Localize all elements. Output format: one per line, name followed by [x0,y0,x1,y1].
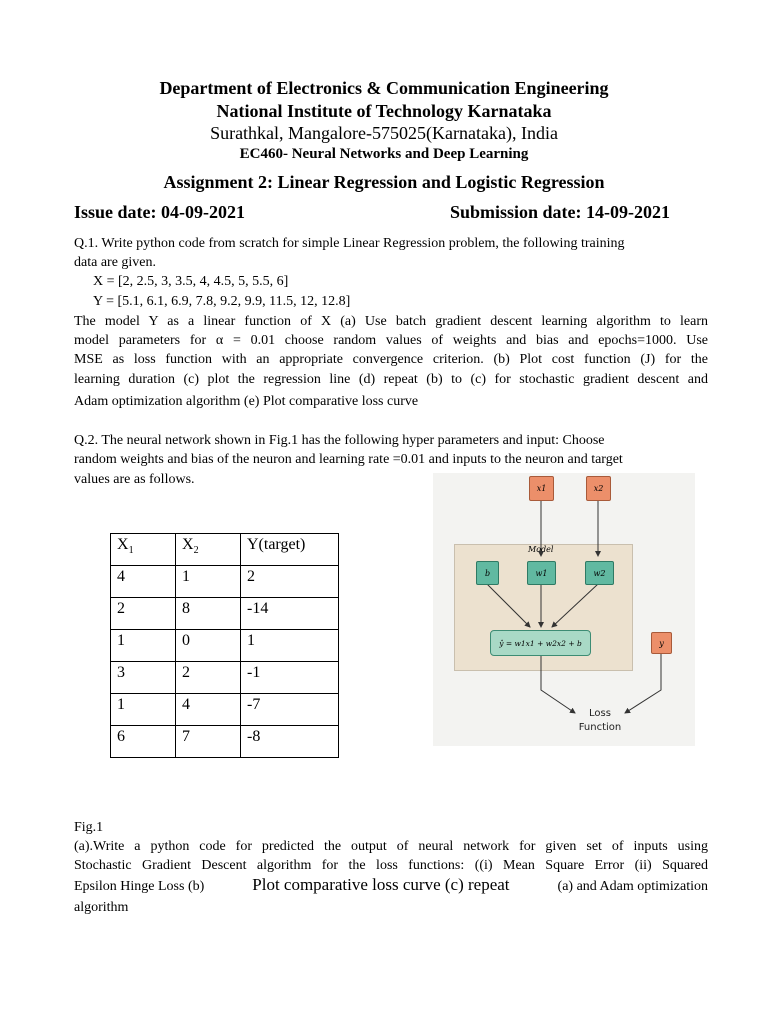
input-x1-node: x1 [529,476,554,501]
cell-x1: 3 [111,662,176,694]
cell-x1: 1 [111,694,176,726]
cell-y: -1 [241,662,339,694]
cell-y: -14 [241,598,339,630]
target-y-node: y [651,632,672,654]
q2-line-1: Q.2. The neural network shown in Fig.1 has the following hyper parameters and input: Choose [74,433,605,448]
input-x2-node: x2 [586,476,611,501]
header-x1: $X_1$ [111,534,176,566]
arrow-b-sum [487,584,530,627]
arrow-sum-loss [541,655,575,713]
cell-x2: 2 [176,662,241,694]
cell-x1: 6 [111,726,176,758]
weight-w2-node: w2 [585,561,614,585]
q2a-line-1: (a).Write a python code for predicted the output of neural network for given set of inputs using [74,839,708,854]
cell-x2: 1 [176,566,241,598]
cell-x2: 0 [176,630,241,662]
cell-x2: 4 [176,694,241,726]
q1-paragraph-line-4: learning duration (c) plot the regression line (d) repeat (b) to (c) for stochastic gradient descent and [74,372,708,387]
q1-line-2: data are given. [74,255,157,270]
q2a-line-2: Stochastic Gradient Descent algorithm for the loss functions: ((i) Mean Square Error (ii) Squared [74,858,708,873]
weight-w1-node: w1 [527,561,556,585]
submission-date: Submission date: 14-09-2021 [450,202,671,222]
q2-line-2: random weights and bias of the neuron and learning rate =0.01 and inputs to the neuron and target [74,452,623,467]
q2a-line-3: Epsilon Hinge Loss (b) Plot comparative loss curve (c) repeat (a) and Adam optimization [74,875,708,894]
cell-x2: 7 [176,726,241,758]
prediction-formula-node: ŷ = w1x1 + w2x2 + b [490,630,591,656]
header-x2: $X_2$ [176,534,241,566]
address-line: Surathkal, Mangalore-575025(Karnataka), India [210,123,558,143]
institute-title: National Institute of Technology Karnataka [216,101,552,121]
figure-caption: Fig.1 [74,820,104,835]
loss-function-label: Loss Function [578,708,622,733]
cell-x1: 4 [111,566,176,598]
cell-y: -7 [241,694,339,726]
q1-y-values: Y = [5.1, 6.1, 6.9, 7.8, 9.2, 9.9, 11.5, 12, 12.8] [93,294,351,309]
q1-line-1: Q.1. Write python code from scratch for simple Linear Regression problem, the following training [74,236,625,251]
course-title: EC460- Neural Networks and Deep Learning [239,146,529,162]
arrow-y-loss [625,653,661,713]
cell-x2: 8 [176,598,241,630]
arrow-w2-sum [552,584,598,627]
q1-x-values: X = [2, 2.5, 3, 3.5, 4, 4.5, 5, 5.5, 6] [93,274,289,289]
header-y-target: Y(target) [241,534,339,566]
issue-date: Issue date: 04-09-2021 [74,202,245,222]
q1-paragraph-line-5: Adam optimization algorithm (e) Plot comparative loss curve [74,394,419,409]
assignment-title: Assignment 2: Linear Regression and Logistic Regression [163,172,605,192]
cell-y: -8 [241,726,339,758]
bias-node: b [476,561,499,585]
cell-x1: 1 [111,630,176,662]
department-title: Department of Electronics & Communication Engineering [159,78,609,98]
cell-x1: 2 [111,598,176,630]
q1-paragraph-line-3: MSE as loss function with an appropriate convergence criterion. (b) Plot cost function (J) for the [74,352,708,367]
cell-y: 2 [241,566,339,598]
cell-y: 1 [241,630,339,662]
q1-paragraph-line-1: The model Y as a linear function of X (a) Use batch gradient descent learning algorithm to learn [74,314,708,329]
model-label: Model [528,545,554,554]
q2-line-3: values are as follows. [74,472,195,487]
q2a-line-4: algorithm [74,900,129,915]
q1-paragraph-line-2: model parameters for α = 0.01 choose random values of weights and bias and epochs=1000. Use [74,333,708,348]
